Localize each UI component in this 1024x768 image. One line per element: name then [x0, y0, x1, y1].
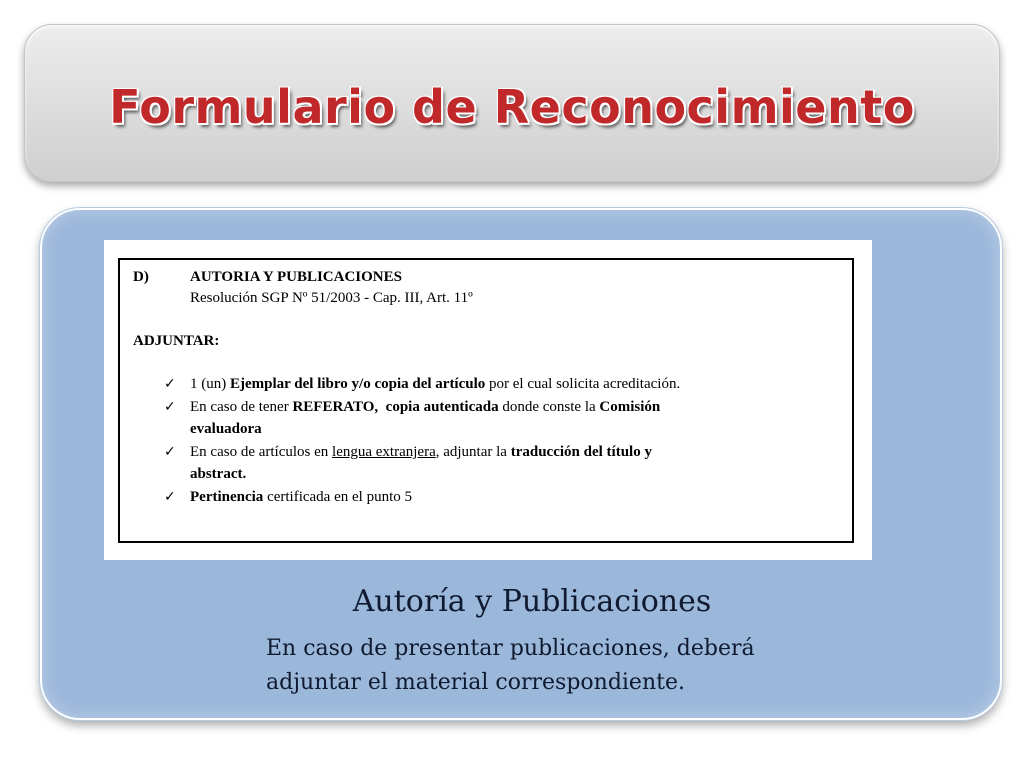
item-bold-text: Comisión [599, 399, 661, 415]
item-text: En caso de tener [190, 399, 293, 415]
item-text: certificada en el punto 5 [263, 489, 412, 505]
slide-subtitle: Autoría y Publicaciones [352, 584, 712, 619]
item-text: 1 (un) [190, 376, 230, 392]
checkmark-icon: ✓ [164, 376, 176, 392]
item-text: por el cual solicita acreditación. [485, 376, 681, 392]
document-frame [118, 258, 854, 543]
section-resolution: Resolución SGP Nº 51/2003 - Cap. III, Art. 11º [190, 290, 473, 306]
item-bold-text: evaluadora [190, 421, 262, 437]
item-bold-text: abstract. [190, 466, 247, 482]
checkmark-icon: ✓ [164, 444, 176, 460]
item-bold-text: copia autenticada [385, 399, 499, 415]
item-bold-text: Ejemplar del libro y/o copia del artículo [230, 376, 486, 392]
list-item [164, 396, 661, 440]
checkmark-icon: ✓ [164, 489, 176, 505]
item-bold-text: REFERATO, [292, 399, 379, 415]
list-item [164, 441, 652, 485]
item-text: , adjuntar la [435, 444, 511, 460]
item-text: En caso de artículos en [190, 444, 333, 460]
section-title: AUTORIA Y PUBLICACIONES [190, 269, 402, 285]
checkmark-icon: ✓ [164, 399, 176, 415]
section-letter: D) [133, 269, 149, 285]
list-item [164, 486, 412, 508]
item-text [378, 399, 386, 415]
adjuntar-label: ADJUNTAR: [133, 333, 220, 349]
slide-description: En caso de presentar publicaciones, deberá adjuntar el material correspondiente. [266, 636, 755, 695]
slide-title: Formulario de Reconocimiento [109, 80, 915, 134]
item-bold-text: Pertinencia [190, 489, 264, 505]
list-item [164, 373, 681, 395]
document-scan [104, 240, 872, 560]
item-bold-text: traducción del título y [510, 444, 652, 460]
item-underlined-text: lengua extranjera [332, 444, 436, 460]
item-text: donde conste la [498, 399, 600, 415]
